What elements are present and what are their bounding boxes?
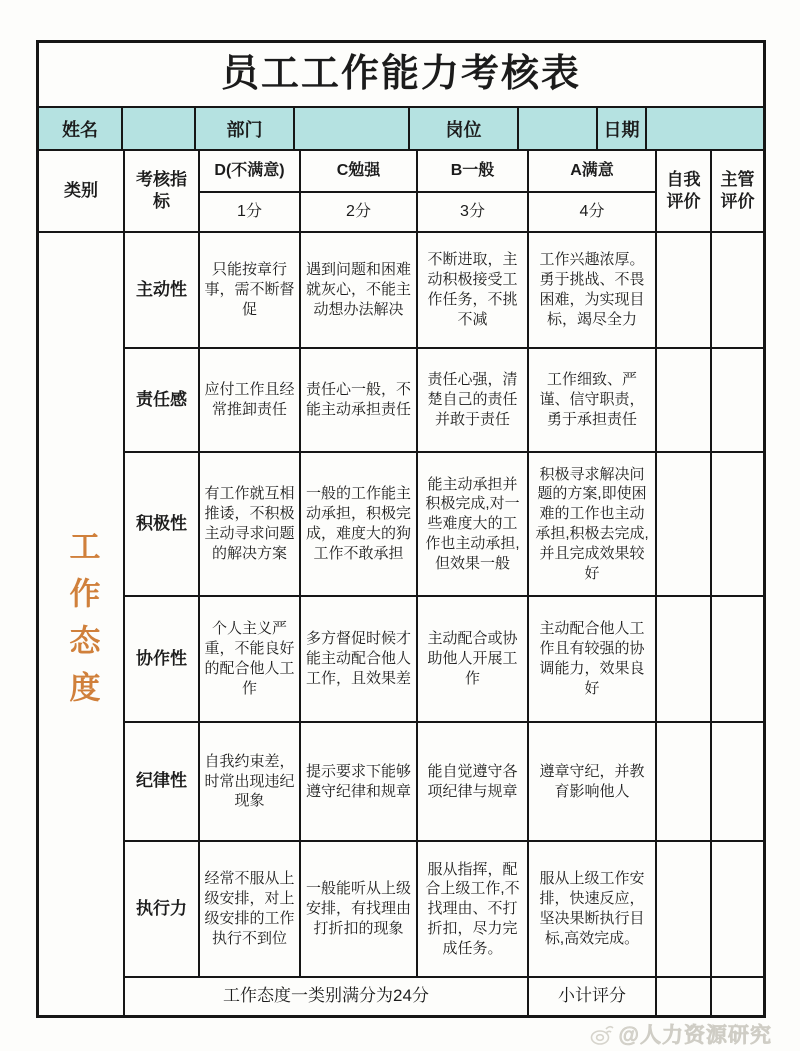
supervisor-eval-cell[interactable]: [712, 453, 763, 595]
name-label: 姓名: [39, 108, 123, 149]
grade-b-desc: 责任心强，清楚自己的责任并敢于责任: [418, 349, 527, 451]
grade-c-desc: 责任心一般，不能主动承担责任: [301, 349, 416, 451]
grade-a-score: 4分: [529, 193, 655, 231]
grade-d-desc: 经常不服从上级安排，对上级安排的工作执行不到位: [200, 842, 299, 976]
self-eval-cell[interactable]: [657, 233, 710, 347]
name-field[interactable]: [123, 108, 196, 149]
indicator-name: 主动性: [125, 233, 198, 347]
category-column-header: 类别: [39, 151, 123, 231]
indicator-name: 积极性: [125, 453, 198, 595]
indicator-name: 纪律性: [125, 723, 198, 840]
position-field[interactable]: [519, 108, 598, 149]
grade-b-desc: 服从指挥，配合上级工作,不找理由、不打折扣，尽力完成任务。: [418, 842, 527, 976]
grade-c-desc: 一般的工作能主动承担，积极完成，难度大的狗工作不敢承担: [301, 453, 416, 595]
date-field[interactable]: [647, 108, 763, 149]
subtotal-label: 小计评分: [529, 978, 655, 1015]
category-group-label: 工作态度: [39, 233, 123, 1015]
grade-d-desc: 应付工作且经常推卸责任: [200, 349, 299, 451]
grade-d-desc: 有工作就互相推诿，不积极主动寻求问题的解决方案: [200, 453, 299, 595]
grade-c-header: C勉强: [301, 151, 416, 191]
self-eval-cell[interactable]: [657, 842, 710, 976]
indicator-name: 执行力: [125, 842, 198, 976]
supervisor-eval-cell[interactable]: [712, 842, 763, 976]
position-label: 岗位: [410, 108, 519, 149]
supervisor-eval-cell[interactable]: [712, 233, 763, 347]
department-label: 部门: [196, 108, 295, 149]
subtotal-self-eval-cell[interactable]: [657, 978, 710, 1015]
grade-c-score: 2分: [301, 193, 416, 231]
info-header-row: [39, 108, 763, 149]
grade-a-header: A满意: [529, 151, 655, 191]
grade-d-score: 1分: [200, 193, 299, 231]
grade-a-desc: 工作兴趣浓厚。勇于挑战、不畏困难，为实现目标，竭尽全力: [529, 233, 655, 347]
category-max-score-note: 工作态度一类别满分为24分: [125, 978, 527, 1015]
grade-a-desc: 服从上级工作安排，快速反应，坚决果断执行目标,高效完成。: [529, 842, 655, 976]
grade-d-desc: 只能按章行事，需不断督促: [200, 233, 299, 347]
supervisor-eval-cell[interactable]: [712, 349, 763, 451]
self-eval-cell[interactable]: [657, 349, 710, 451]
grade-b-header: B一般: [418, 151, 527, 191]
grade-d-desc: 自我约束差，时常出现违纪现象: [200, 723, 299, 840]
self-eval-column-header: 自我评价: [657, 151, 710, 231]
grade-a-desc: 遵章守纪，并教育影响他人: [529, 723, 655, 840]
subtotal-supervisor-eval-cell[interactable]: [712, 978, 763, 1015]
indicator-name: 责任感: [125, 349, 198, 451]
assessment-table: [36, 40, 766, 1018]
self-eval-cell[interactable]: [657, 723, 710, 840]
indicator-name: 协作性: [125, 597, 198, 721]
watermark-text: @人力资源研究: [618, 1024, 772, 1047]
grade-b-desc: 能自觉遵守各项纪律与规章: [418, 723, 527, 840]
watermark: [589, 1019, 772, 1049]
weibo-icon: [589, 1022, 615, 1046]
grade-b-desc: 主动配合或协助他人开展工作: [418, 597, 527, 721]
grade-d-desc: 个人主义严重，不能良好的配合他人工作: [200, 597, 299, 721]
supervisor-eval-cell[interactable]: [712, 597, 763, 721]
date-label: 日期: [598, 108, 647, 149]
grade-a-desc: 主动配合他人工作且有较强的协调能力，效果良好: [529, 597, 655, 721]
supervisor-eval-cell[interactable]: [712, 723, 763, 840]
self-eval-cell[interactable]: [657, 453, 710, 595]
department-field[interactable]: [295, 108, 410, 149]
grade-a-desc: 工作细致、严谨、信守职责，勇于承担责任: [529, 349, 655, 451]
grade-b-desc: 能主动承担并积极完成,对一些难度大的工作也主动承担,但效果一般: [418, 453, 527, 595]
grade-c-desc: 多方督促时候才能主动配合他人工作，且效果差: [301, 597, 416, 721]
grade-b-score: 3分: [418, 193, 527, 231]
grade-d-header: D(不满意): [200, 151, 299, 191]
grade-b-desc: 不断进取，主动积极接受工作任务，不挑不减: [418, 233, 527, 347]
grade-c-desc: 一般能听从上级安排，有找理由打折扣的现象: [301, 842, 416, 976]
grade-c-desc: 遇到问题和困难就灰心，不能主动想办法解决: [301, 233, 416, 347]
page-title: 员工工作能力考核表: [39, 43, 763, 106]
grade-a-desc: 积极寻求解决问题的方案,即使困难的工作也主动承担,积极去完成,并且完成效果较好: [529, 453, 655, 595]
self-eval-cell[interactable]: [657, 597, 710, 721]
supervisor-eval-column-header: 主管评价: [712, 151, 763, 231]
indicator-column-header: 考核指标: [125, 151, 198, 231]
grade-c-desc: 提示要求下能够遵守纪律和规章: [301, 723, 416, 840]
